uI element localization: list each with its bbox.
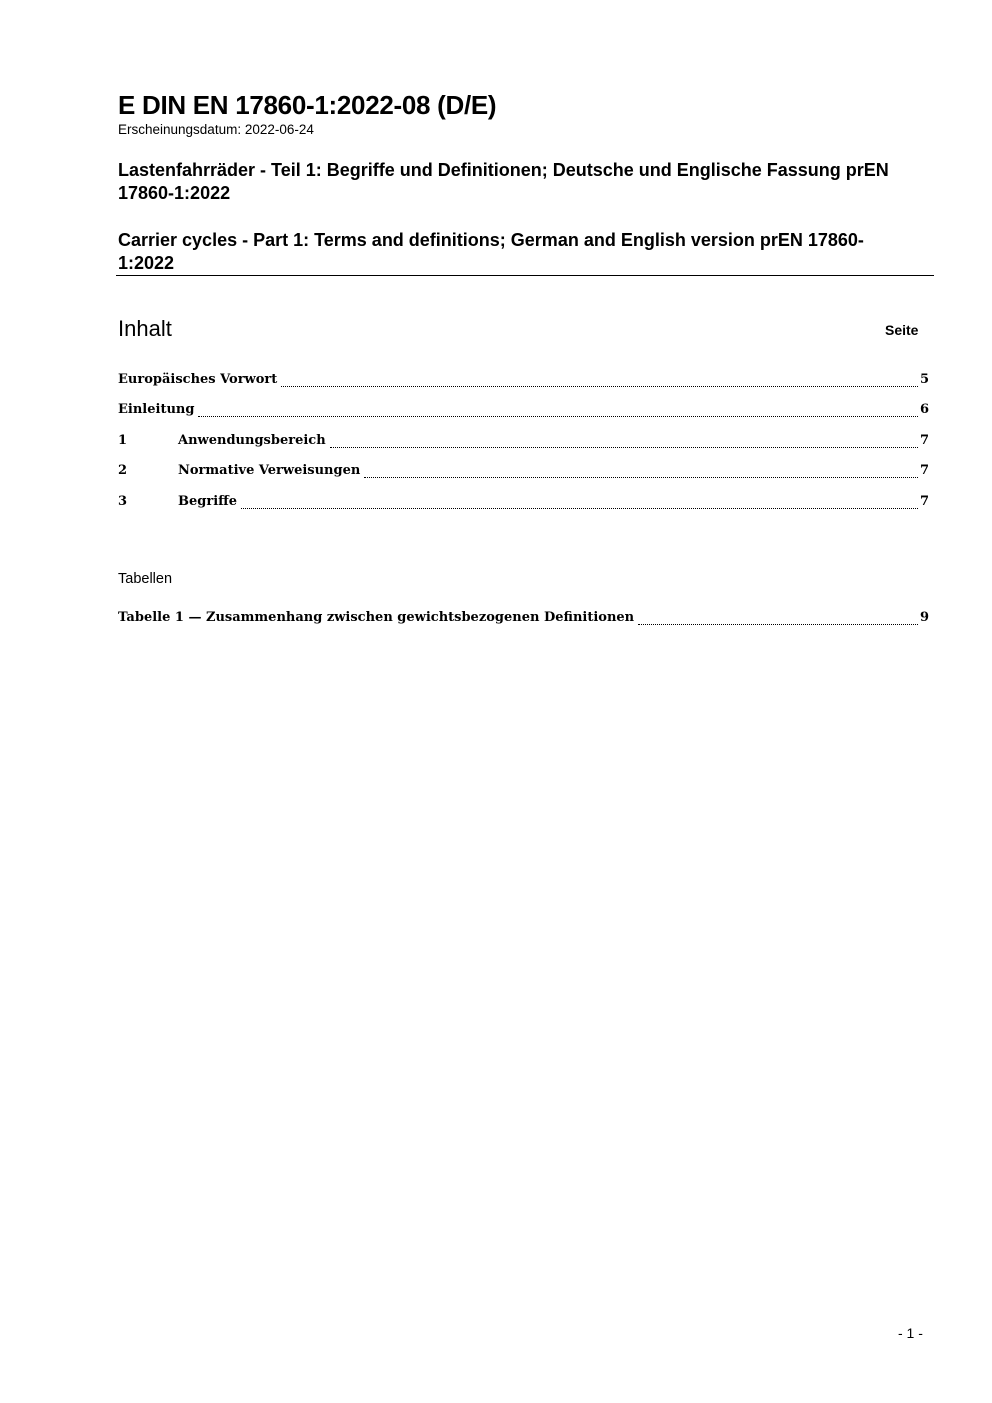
publication-date: Erscheinungsdatum: 2022-06-24 [118, 122, 314, 137]
title-german: Lastenfahrräder - Teil 1: Begriffe und Definitionen; Deutsche und Englische Fassung prEN 17860-1:2022 [118, 160, 889, 203]
toc-leader-dots [638, 624, 918, 625]
toc-entry-label: Anwendungsbereich [178, 433, 326, 448]
title-english: Carrier cycles - Part 1: Terms and definitions; German and English version prEN 17860-1:2022 [118, 230, 864, 273]
toc-entry-number: 3 [118, 494, 128, 509]
table-list-entry-tabelle-1[interactable] [118, 610, 929, 630]
toc-entry-begriffe[interactable] [118, 494, 929, 514]
title-divider [116, 275, 934, 276]
toc-entry-number: 1 [118, 433, 128, 448]
document-id: E DIN EN 17860-1:2022-08 (D/E) [118, 90, 497, 120]
toc-entry-einleitung[interactable] [118, 402, 929, 422]
toc-entry-page: 7 [919, 433, 929, 448]
toc-leader-dots [281, 386, 918, 387]
table-list-entry-label: Tabelle 1 — Zusammenhang zwischen gewichtsbezogenen Definitionen [118, 610, 635, 625]
toc-leader-dots [364, 477, 918, 478]
toc-entry-page: 6 [919, 402, 929, 417]
toc-heading: Inhalt [118, 316, 172, 341]
toc-entry-label: Europäisches Vorwort [118, 372, 278, 387]
toc-entry-normative-verweisungen[interactable] [118, 463, 929, 483]
toc-entry-page: 7 [919, 494, 929, 509]
toc-leader-dots [241, 508, 918, 509]
toc-entry-label: Normative Verweisungen [178, 463, 361, 478]
tables-heading: Tabellen [118, 571, 173, 587]
toc-entry-label: Einleitung [118, 402, 195, 417]
toc-entry-number: 2 [118, 463, 128, 478]
toc-leader-dots [198, 416, 918, 417]
toc-leader-dots [330, 447, 918, 448]
toc-entry-europaeisches-vorwort[interactable] [118, 372, 929, 392]
toc-entry-page: 7 [919, 463, 929, 478]
toc-entry-anwendungsbereich[interactable] [118, 433, 929, 453]
toc-page-label: Seite [885, 322, 919, 338]
table-list-entry-page: 9 [919, 610, 929, 625]
toc-entry-page: 5 [919, 372, 929, 387]
toc-entry-label: Begriffe [178, 494, 238, 509]
footer-page-number: - 1 - [898, 1325, 923, 1341]
